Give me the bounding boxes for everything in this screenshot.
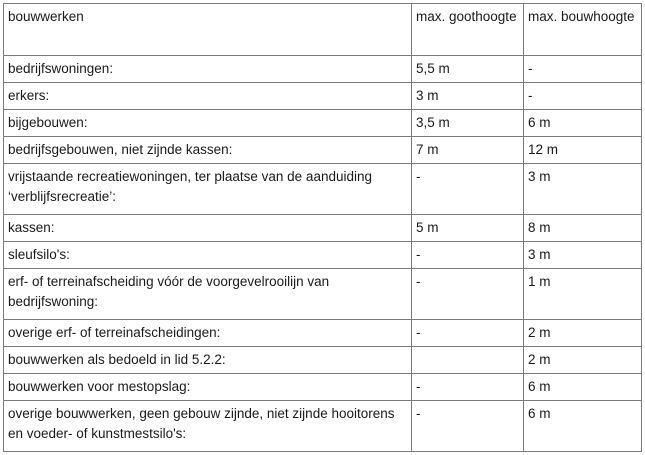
row-gutter-height: 3,5 m bbox=[412, 110, 524, 137]
row-gutter-height: - bbox=[412, 374, 524, 401]
table-row bbox=[4, 242, 642, 269]
row-gutter-height: - bbox=[412, 320, 524, 347]
header-cell-structures: bouwwerken bbox=[4, 4, 412, 56]
row-label: sleufsilo's: bbox=[4, 242, 412, 269]
row-label: bijgebouwen: bbox=[4, 110, 412, 137]
row-label: erkers: bbox=[4, 83, 412, 110]
row-gutter-height: - bbox=[412, 269, 524, 320]
row-gutter-height: 3 m bbox=[412, 83, 524, 110]
row-building-height: 2 m bbox=[524, 347, 642, 374]
row-building-height: 3 m bbox=[524, 242, 642, 269]
table-row bbox=[4, 137, 642, 164]
row-label: bouwwerken voor mestopslag: bbox=[4, 374, 412, 401]
row-label: vrijstaande recreatiewoningen, ter plaatse van de aanduiding ‘verblijfsrecreatie’: bbox=[4, 164, 412, 215]
row-gutter-height: - bbox=[412, 401, 524, 452]
row-label: bedrijfswoningen: bbox=[4, 56, 412, 83]
row-gutter-height: 5,5 m bbox=[412, 56, 524, 83]
row-label: kassen: bbox=[4, 215, 412, 242]
table-row bbox=[4, 401, 642, 452]
table-row bbox=[4, 215, 642, 242]
row-building-height: 8 m bbox=[524, 215, 642, 242]
building-height-table bbox=[3, 3, 642, 452]
row-building-height: 6 m bbox=[524, 401, 642, 452]
row-label: overige bouwwerken, geen gebouw zijnde, niet zijnde hooitorens en voeder- of kunstmestsilo's: bbox=[4, 401, 412, 452]
header-cell-max-gutter-height: max. goothoogte bbox=[412, 4, 524, 56]
table-row bbox=[4, 110, 642, 137]
table-row bbox=[4, 83, 642, 110]
row-building-height: - bbox=[524, 56, 642, 83]
table-row bbox=[4, 269, 642, 320]
row-gutter-height: 5 m bbox=[412, 215, 524, 242]
row-building-height: 3 m bbox=[524, 164, 642, 215]
row-gutter-height: 7 m bbox=[412, 137, 524, 164]
row-gutter-height bbox=[412, 347, 524, 374]
row-building-height: - bbox=[524, 83, 642, 110]
row-building-height: 6 m bbox=[524, 110, 642, 137]
table-row bbox=[4, 320, 642, 347]
row-label: erf- of terreinafscheiding vóór de voorgevelrooilijn van bedrijfswoning: bbox=[4, 269, 412, 320]
row-building-height: 2 m bbox=[524, 320, 642, 347]
table-header-row bbox=[4, 4, 642, 56]
header-cell-max-building-height: max. bouwhoogte bbox=[524, 4, 642, 56]
row-gutter-height: - bbox=[412, 242, 524, 269]
row-label: bouwwerken als bedoeld in lid 5.2.2: bbox=[4, 347, 412, 374]
row-building-height: 1 m bbox=[524, 269, 642, 320]
table-row bbox=[4, 164, 642, 215]
row-label: overige erf- of terreinafscheidingen: bbox=[4, 320, 412, 347]
table-row bbox=[4, 347, 642, 374]
row-label: bedrijfsgebouwen, niet zijnde kassen: bbox=[4, 137, 412, 164]
row-building-height: 12 m bbox=[524, 137, 642, 164]
table-row bbox=[4, 374, 642, 401]
row-gutter-height: - bbox=[412, 164, 524, 215]
table-row bbox=[4, 56, 642, 83]
row-building-height: 6 m bbox=[524, 374, 642, 401]
